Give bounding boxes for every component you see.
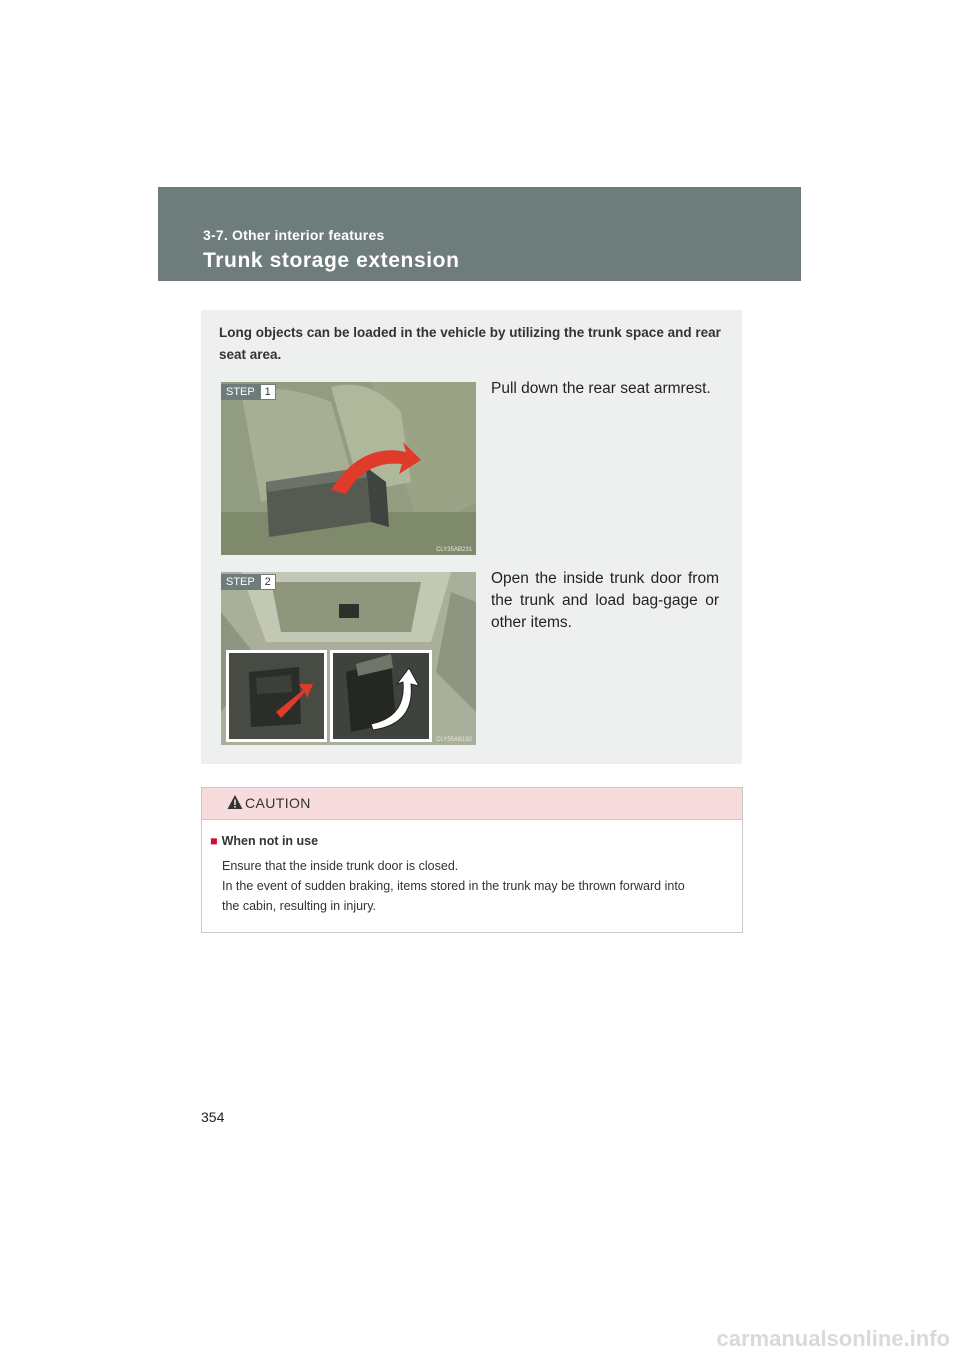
- step-number: 2: [260, 574, 276, 590]
- caution-title: CAUTION: [245, 795, 311, 811]
- warning-triangle-icon: [227, 794, 243, 810]
- step-1-illustration: [221, 382, 476, 555]
- caution-line: Ensure that the inside trunk door is closed.: [222, 859, 459, 873]
- step-number: 1: [260, 384, 276, 400]
- step-2-text: Open the inside trunk door from the trunk and load bag-gage or other items.: [491, 570, 719, 631]
- caution-line: the cabin, resulting in injury.: [222, 899, 377, 913]
- step-2-illustration: [221, 572, 476, 745]
- caution-header: [202, 788, 742, 820]
- trunk-door-image: [221, 572, 476, 745]
- figure-code: CLY35AB192: [436, 737, 472, 743]
- watermark: carmanualsonline.info: [716, 1326, 950, 1351]
- step-label: STEP: [221, 384, 260, 400]
- caution-subheading-text: When not in use: [221, 834, 319, 848]
- caution-line: In the event of sudden braking, items stored in the trunk may be thrown forward into: [222, 879, 685, 893]
- step-2-badge: [221, 574, 276, 590]
- caution-box: [201, 787, 743, 933]
- caution-subheading: [210, 834, 318, 848]
- section-header: [158, 187, 801, 281]
- intro-text: Long objects can be loaded in the vehicle by utilizing the trunk space and rear seat area.: [219, 325, 721, 362]
- section-label: 3-7. Other interior features: [203, 227, 385, 243]
- page-number: 354: [201, 1109, 225, 1125]
- step-1-text: Pull down the rear seat armrest.: [491, 380, 711, 397]
- bullet-square-icon: ■: [210, 834, 218, 848]
- rear-seat-armrest-image: [221, 382, 476, 555]
- step-label: STEP: [221, 574, 260, 590]
- page-title: Trunk storage extension: [203, 249, 460, 272]
- instruction-panel: [201, 310, 742, 764]
- figure-code: CLY35AB231: [436, 547, 472, 553]
- step-1-badge: [221, 384, 276, 400]
